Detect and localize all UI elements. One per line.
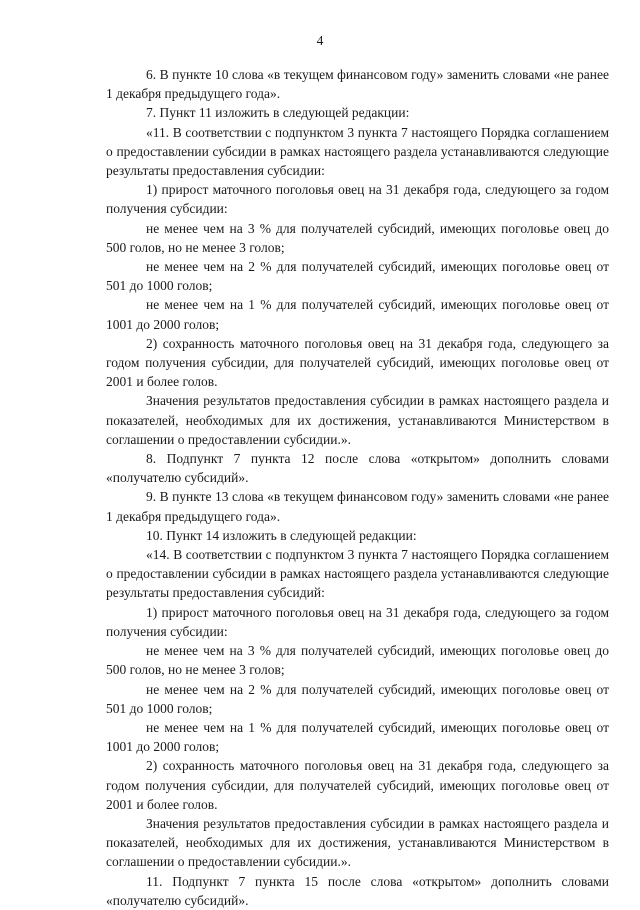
paragraph: 9. В пункте 13 слова «в текущем финансовом году» заменить словами «не ранее 1 декабря предыдущего года». [106,489,609,524]
paragraph: 2) сохранность маточного поголовья овец на 31 декабря года, следующего за годом получения субсидии, для получателей субсидий, имеющих поголовье овец от 2001 и более голов. [106,758,609,812]
paragraph: не менее чем на 1 % для получателей субсидий, имеющих поголовье овец от 1001 до 2000 голов; [106,297,609,332]
paragraph: Значения результатов предоставления субсидии в рамках настоящего раздела и показателей, необходимых для их достижения, устанавливаются Министерством в соглашении о предоставлении субсидии.». [106,815,609,870]
paragraph: Значения результатов предоставления субсидии в рамках настоящего раздела и показателей, необходимых для их достижения, устанавливаются Министерством в соглашении о предоставлении субсидии.». [106,393,609,447]
paragraph: 8. Подпункт 7 пункта 12 после слова «открытом» дополнить словами «получателю субсидий». [106,451,609,486]
paragraph: 6. В пункте 10 слова «в текущем финансовом году» заменить словами «не ранее 1 декабря предыдущего года». [106,67,609,102]
paragraph: не менее чем на 1 % для получателей субсидий, имеющих поголовье овец от 1001 до 2000 голов; [106,719,609,755]
paragraph: 1) прирост маточного поголовья овец на 31 декабря года, следующего за годом получения субсидии: [106,182,609,217]
paragraph: 2) сохранность маточного поголовья овец на 31 декабря года, следующего за годом получения субсидии, для получателей субсидий, имеющих поголовье овец от 2001 и более голов. [106,335,609,390]
paragraph: не менее чем на 2 % для получателей субсидий, имеющих поголовье овец от 501 до 1000 голов; [106,259,609,294]
paragraph: не менее чем на 2 % для получателей субсидий, имеющих поголовье овец от 501 до 1000 голов; [106,681,609,716]
paragraph: 11. Подпункт 7 пункта 15 после слова «открытом» дополнить словами «получателю субсидий». [106,873,609,908]
paragraph: не менее чем на 3 % для получателей субсидий, имеющих поголовье овец до 500 голов, но не менее 3 голов; [106,643,609,678]
document-body [106,65,609,910]
paragraph: «14. В соответствии с подпунктом 3 пункта 7 настоящего Порядка соглашением о предоставлении субсидии в рамках настоящего раздела устанавливаются следующие результаты предоставления субсидий: [106,547,609,601]
paragraph: не менее чем на 3 % для получателей субсидий, имеющих поголовье овец до 500 голов, но не менее 3 голов; [106,220,609,255]
paragraph: 10. Пункт 14 изложить в следующей редакции: [146,527,417,543]
paragraph: 7. Пункт 11 изложить в следующей редакции: [146,105,410,121]
paragraph: 1) прирост маточного поголовья овец на 31 декабря года, следующего за годом получения субсидии: [106,604,609,639]
paragraph: «11. В соответствии с подпунктом 3 пункта 7 настоящего Порядка соглашением о предоставлении субсидии в рамках настоящего раздела устанавливаются следующие результаты предоставления субсидии: [106,124,609,179]
page-number: 4 [316,33,324,48]
